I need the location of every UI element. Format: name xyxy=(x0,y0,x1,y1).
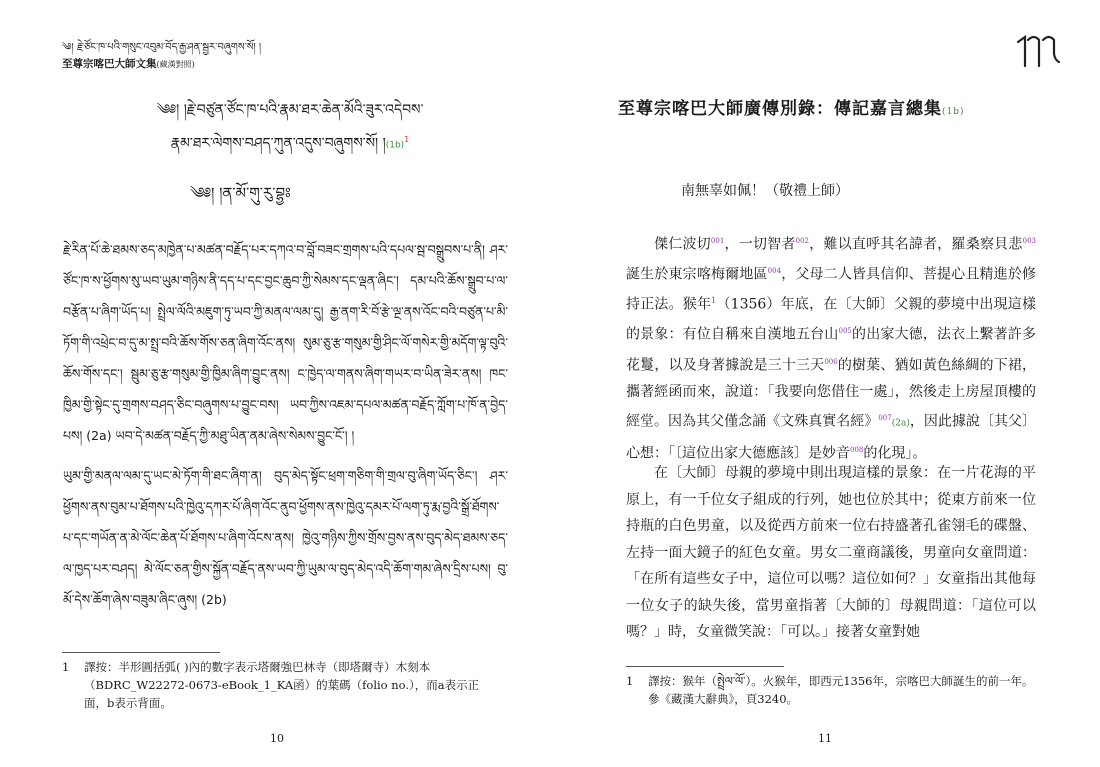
endnote-ref[interactable]: 002 xyxy=(795,237,810,245)
tibetan-homage: ༄༅། །ན་མོ་གུ་རུ་བྷྱཿ xyxy=(190,184,291,202)
footnote-divider xyxy=(626,666,784,667)
running-head xyxy=(62,40,261,73)
endnote-ref[interactable]: 008 xyxy=(850,446,864,455)
endnote-ref[interactable]: 006 xyxy=(824,357,838,366)
running-head-tibetan: ༄། རྗེ་ཙོང་ཁ་པའི་གསུང་འབུམ་བོད་རྒྱ་ཤན་སྦྱར་བཞུགས་སོ། ། xyxy=(62,42,262,53)
footnote xyxy=(62,658,482,712)
tibetan-title-line1: ༄༅། །རྗེ་བཙུན་ཙོང་ཁ་པའི་རྣམ་ཐར་ཆེན་མོའི་ཟུར་འདེབས་ xyxy=(156,102,424,118)
page-number: 10 xyxy=(270,732,284,745)
title-folio-ref: (1b) xyxy=(942,107,965,117)
endnote-ref[interactable]: 001 xyxy=(710,237,725,245)
page-title: 至尊宗喀巴大師廣傳別錄：傳記嘉言總集(1b) xyxy=(618,99,965,119)
footnote-text: 譯按：猴年（སྤྲེལ་ལོ་）。火猴年，即西元1356年，宗喀巴大師誕生的前一年。參《藏漢大辭典》，頁3240。 xyxy=(648,674,1034,706)
running-head-chinese: 至尊宗喀巴大師文集(藏漢對照) xyxy=(62,58,195,70)
title-footnote-marker[interactable]: 1 xyxy=(404,135,410,144)
right-page xyxy=(550,0,1100,767)
chinese-paragraph-2: 在〔大師〕母親的夢境中則出現這樣的景象：在一片花海的平原上，有一千位女子組成的行列，她也位於其中；從東方前來一位持瓶的白色男童，以及從西方前來一位右持盛著孔雀翎毛的碟盤、左持一面大鏡子的紅色女童。男女二童商議後，男童向女童問道：「在所有這些女子中，這位可以嗎？這位如何？」女童指出其他每一位女子的缺失後，當男童指著〔大師的〕母親問道：「這位可以嗎？」時，女童微笑說：「可以。」接著女童對她 xyxy=(626,465,1036,640)
chinese-homage: 南無辜如佩！（敬禮上師） xyxy=(681,183,849,199)
footnote-number: 1 xyxy=(626,674,634,688)
endnote-ref[interactable]: 003 xyxy=(1022,237,1037,245)
tibetan-title xyxy=(100,95,480,161)
footnote xyxy=(626,672,1036,708)
chinese-paragraph-1: 傑仁波切$^{001}$，一切智者$^{002}$，難以直呼其名諱者，羅桑察貝悲$^{003}$誕生於東宗喀梅爾地區$^{004}$，父母二人皆具信仰、菩提心且精進於修持正法。猴年$^1$（1356）年底，在〔大師〕父親的夢境中出現這樣的景象：有位自稱來自漢地五台山$^{005}$的出家大德，法衣上繫著許多花鬘，以及身著據說是三十三天$^{006}$的樹葉、猶如黃色絲綢的下裙，攜著經函而來，說道：「我要向您借住一處」，然後走上房屋頂樓的經堂。因為其父僅念誦《文殊真實名經》$^{007}$(2a)，因此據說〔其父〕心想：「〔這位出家大德應該〕是妙音$^{008}$的化現」。 xyxy=(626,236,1037,463)
page-number: 11 xyxy=(818,732,832,745)
title-folio-ref: (1b) xyxy=(385,140,405,151)
endnote-ref[interactable]: 004 xyxy=(767,267,782,276)
footnote-ref[interactable]: 1 xyxy=(711,296,717,306)
footnote-number: 1 xyxy=(62,660,70,674)
footnote-text: 譯按：半形圓括弧( )內的數字表示塔爾強巴林寺（即塔爾寺）木刻本（BDRC_W22272-0673-eBook_1_KA函）的葉碼（folio no.），而a表示正面，b表示背面。 xyxy=(84,660,480,710)
tibetan-paragraph-1: རྗེ་རིན་པོ་ཆེ་ཐམས་ཅད་མཁྱེན་པ་མཚན་བརྗོད་པར་དཀའ་བ་བློ་བཟང་གྲགས་པའི་དཔལ་སྦ་བསྒྲུབས་པ་ནི། ཤར་ཙོང་ཁ་ས་ཕྱོགས་སུ་ཡབ་ཡུམ་གཉིས་ནི་དད་པ་དང་བྱང་ཆུབ་ཀྱི་སེམས་དང་ལྡན་ཞིང་། དམ་པའི་ཆོས་སྒྲུབ་པ་ལ་བརྩོན་པ་ཞིག་ཡོད་པ། སྤྲེལ་ལོའི་མཇུག་ཏུ་ཡབ་ཀྱི་མནལ་ལམ་དུ། རྒྱ་ནག་རི་བོ་རྩེ་ལྔ་ནས་འོང་བའི་བཙུན་པ་མི་ཏོག་གི་འཕྲེང་བ་དུ་མ་སྤྲ་བའི་ཆོས་གོས་ཅན་ཞིག་འོང་ནས། སུམ་ཅུ་རྩ་གསུམ་གྱི་ཤིང་ལོ་གསེར་གྱི་མདོག་ལྟ་བུའི་ཆོས་གོས་དང་། སྦུམ་ཅུ་རྩ་གསུམ་གྱི་ཁྱིམ་ཞིག་བྱུང་ནས། ང་ཁྱེད་ལ་གནས་ཞིག་གཡར་བ་ཡིན་ཟེར་ནས། ཁང་ཁྱིམ་གྱི་སྟེང་དུ་གྲགས་བཤད་ཅིང་བཞུགས་པ་བྱུང་བས། ཡབ་ཀྱིས་འཇམ་དཔལ་མཚན་བརྗོད་ཀློག་པ་ཁོ་ན་བྱེད་པས། (2a) ཡབ་དེ་མཚན་བརྗོད་ཀྱི་མཐུ་ཡིན་ནམ་ཞེས་སེམས་བྱུང་ངོ་། ། xyxy=(63,242,508,443)
tibetan-title-line2: རྣམ་ཐར་ལེགས་བཤད་ཀུན་འདུས་བཞུགས་སོ། $།(1b)^1$ xyxy=(170,135,410,152)
endnote-ref[interactable]: 007 xyxy=(878,414,892,423)
tibetan-letter-logo-icon xyxy=(1014,28,1062,72)
folio-ref: (2a) xyxy=(891,418,910,429)
tibetan-paragraph-2: ཡུམ་གྱི་མནལ་ལམ་དུ་ཡང་མེ་ཏོག་གི་ཐང་ཞིག་ན། བུད་མེད་སྟོང་ཕྲག་གཅིག་གི་གྲལ་བུ་ཞིག་ཡོད་ཅིང་། ཤར་ཕྱོགས་ནས་བུམ་པ་ཐོགས་པའི་ཁྱེའུ་དཀར་པོ་ཞིག་འོང་ནུབ་ཕྱོགས་ནས་ཁྱེའུ་དམར་པོ་ལག་ཏུ་རྨ་བྱའི་སྒྲོ་ཐོགས་པ་དང་གཡོན་ན་མེ་ལོང་ཆེན་པོ་ཐོགས་པ་ཞིག་འོངས་ནས། ཁྱེའུ་གཉིས་ཀྱིས་གྲོས་བྱས་ནས་བུད་མེད་ཐམས་ཅད་ལ་ཁྱད་པར་བཤད། མེ་ལོང་ཅན་གྱིས་སྐྱོན་བརྗོད་ནས་ཡབ་ཀྱི་ཡུམ་ལ་བུད་མེད་འདི་ཆོག་གམ་ཞེས་དྲིས་པས། བུ་མོ་དེས་ཆོག་ཞེས་བཟུམ་ཞིང་ཞུས། (2b) xyxy=(63,468,508,607)
endnote-ref[interactable]: 005 xyxy=(838,327,852,336)
footnote-divider xyxy=(62,652,220,653)
